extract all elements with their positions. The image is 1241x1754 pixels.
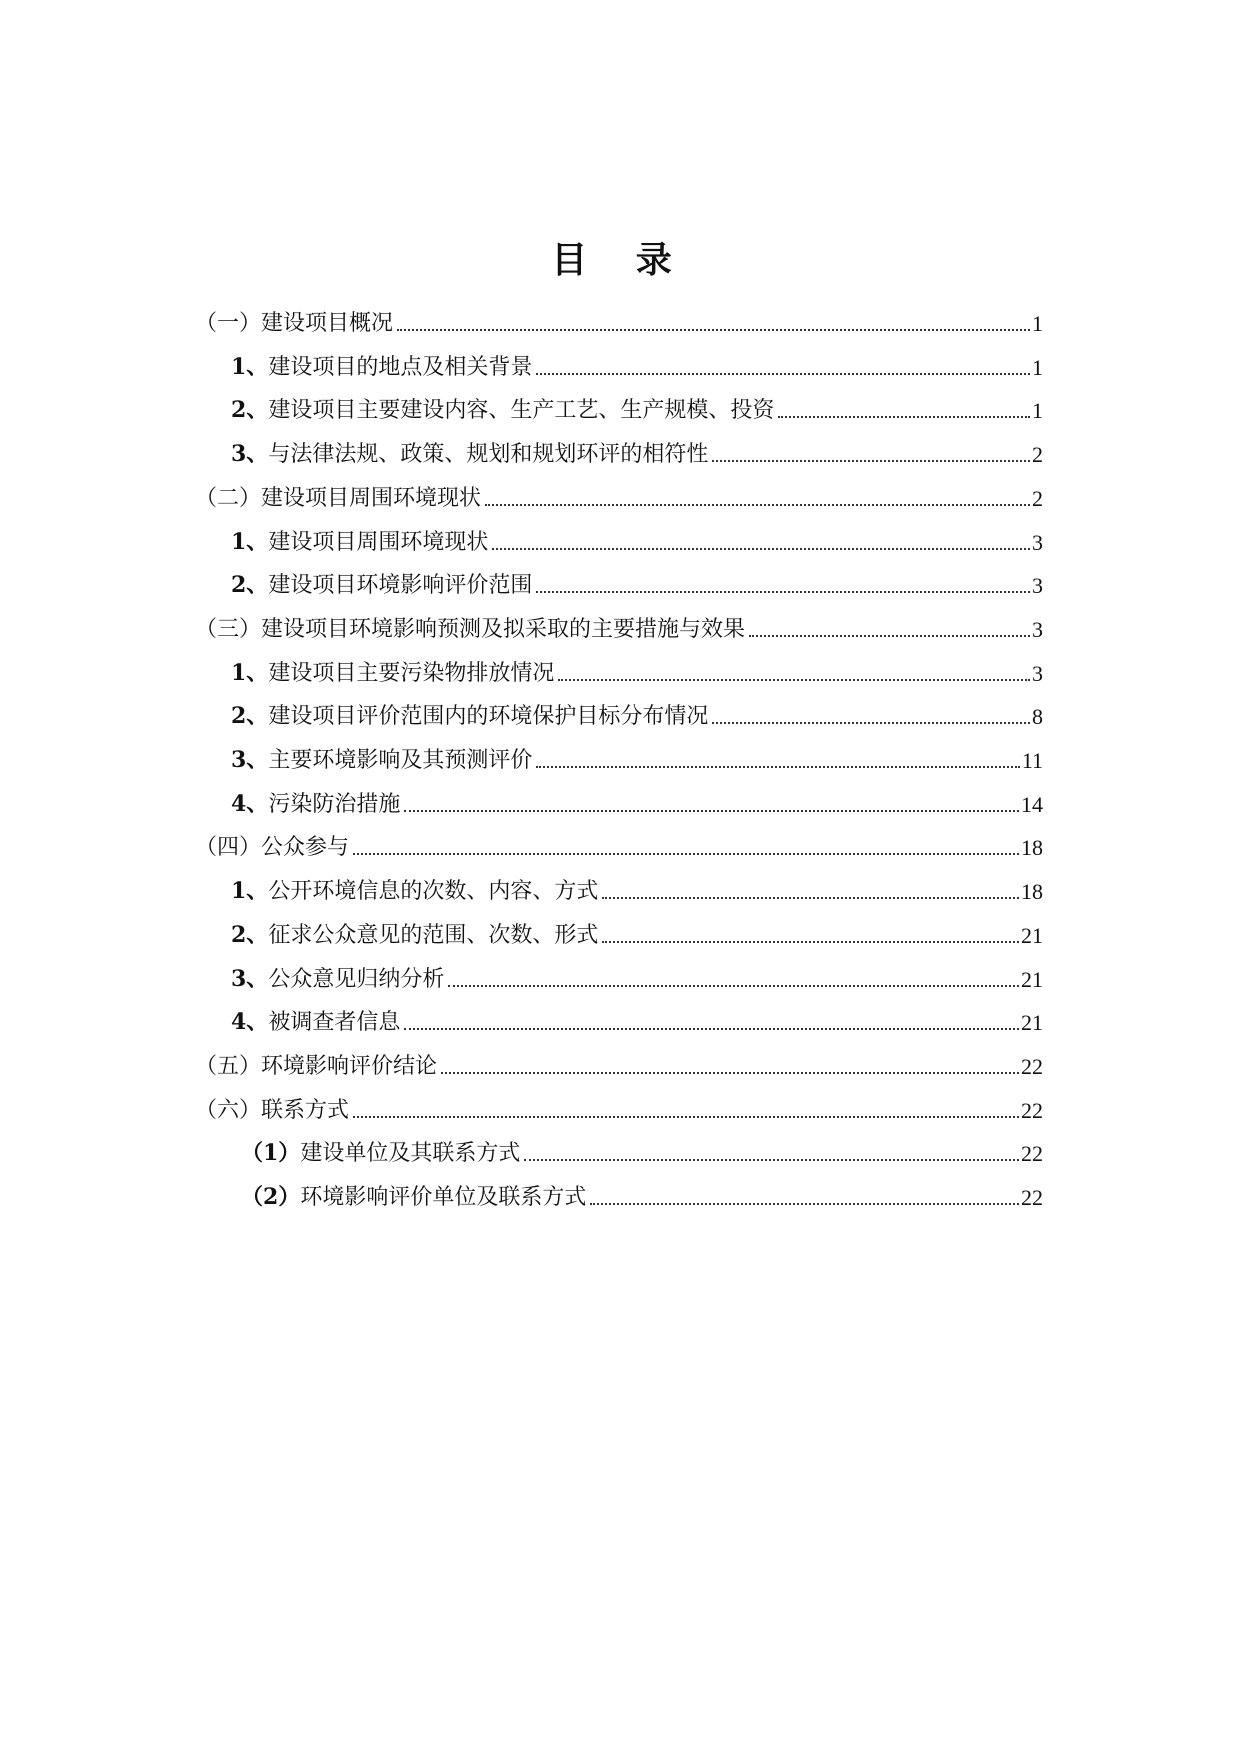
- toc-dot-leader: [485, 504, 1030, 506]
- toc-entry-text: 公众参与: [261, 835, 350, 860]
- toc-dot-leader: [778, 416, 1030, 418]
- toc-entry-number: 3、: [231, 966, 269, 992]
- toc-entry-text: 建设项目主要污染物排放情况: [268, 661, 555, 686]
- toc-page-number: 14: [1021, 792, 1043, 817]
- toc-page-number: 22: [1021, 1098, 1043, 1123]
- toc-page-number: 21: [1021, 1010, 1043, 1035]
- toc-entry-number: （五）: [195, 1054, 262, 1079]
- toc-entry-text: 公众意见归纳分析: [268, 967, 445, 992]
- toc-dot-leader: [749, 635, 1030, 637]
- toc-entry[interactable]: [231, 560, 1043, 600]
- toc-entry-label: [231, 528, 488, 557]
- toc-dot-leader: [590, 1203, 1019, 1205]
- toc-page-number: 22: [1021, 1054, 1043, 1079]
- toc-entry-label: [231, 353, 532, 382]
- toc-entry-label: [231, 877, 598, 906]
- toc-dot-leader: [536, 373, 1030, 375]
- toc-page-number: 11: [1021, 748, 1043, 773]
- toc-entry-label: [231, 1008, 400, 1037]
- toc-page-number: 2: [1032, 486, 1043, 511]
- toc-entry[interactable]: [195, 1041, 1043, 1081]
- toc-page-number: 3: [1032, 617, 1043, 642]
- toc-entry[interactable]: [195, 1085, 1043, 1125]
- toc-entry-text: 建设项目主要建设内容、生产工艺、生产规模、投资: [268, 398, 775, 423]
- toc-entry[interactable]: [231, 342, 1043, 382]
- toc-entry-number: 1、: [231, 354, 269, 380]
- toc-entry-label: [231, 921, 598, 950]
- toc-entry-number: （四）: [195, 835, 262, 860]
- toc-dot-leader: [448, 985, 1019, 987]
- toc-page-number: 1: [1032, 311, 1043, 336]
- toc-dot-leader: [602, 941, 1019, 943]
- toc-entry-label: [231, 396, 774, 425]
- toc-entry-number: 2、: [231, 922, 269, 948]
- toc-entry-number: （2）: [241, 1184, 301, 1210]
- toc-entry-label: [195, 310, 393, 338]
- toc-title: 目 录: [551, 239, 690, 281]
- toc-page-number: 1: [1032, 398, 1043, 423]
- toc-entry[interactable]: [231, 910, 1043, 950]
- toc-entry-text: 建设项目周围环境现状: [268, 530, 489, 555]
- toc-entry[interactable]: [231, 517, 1043, 557]
- toc-entry-number: （一）: [195, 311, 262, 336]
- toc-entry[interactable]: [231, 429, 1043, 469]
- toc-entry-label: [231, 965, 444, 994]
- toc-entry-text: 征求公众意见的范围、次数、形式: [268, 923, 599, 948]
- toc-page-number: 8: [1032, 704, 1043, 729]
- toc-entry-number: 1、: [231, 660, 269, 686]
- toc-entry-number: （1）: [241, 1140, 301, 1166]
- toc-dot-leader: [397, 329, 1030, 331]
- toc-dot-leader: [404, 810, 1019, 812]
- toc-entry-label: [231, 702, 708, 731]
- toc-page-number: 22: [1021, 1141, 1043, 1166]
- toc-entry-label: [195, 616, 745, 644]
- toc-dot-leader: [712, 460, 1030, 462]
- toc-dot-leader: [558, 679, 1030, 681]
- toc-entry-label: [195, 485, 481, 513]
- toc-page-number: 21: [1021, 967, 1043, 992]
- toc-entry[interactable]: [231, 648, 1043, 688]
- toc-dot-leader: [602, 897, 1019, 899]
- toc-page-number: 18: [1021, 835, 1043, 860]
- toc-dot-leader: [536, 766, 1019, 768]
- toc-entry-text: 公开环境信息的次数、内容、方式: [268, 879, 599, 904]
- toc-dot-leader: [441, 1072, 1019, 1074]
- toc-entry-text: 环境影响评价单位及联系方式: [300, 1185, 587, 1210]
- toc-entry[interactable]: [195, 822, 1043, 862]
- toc-dot-leader: [404, 1028, 1019, 1030]
- toc-entry-text: 联系方式: [261, 1098, 350, 1123]
- toc-page-number: 3: [1032, 530, 1043, 555]
- toc-entry[interactable]: [231, 779, 1043, 819]
- toc-dot-leader: [353, 853, 1019, 855]
- toc-entry-text: 主要环境影响及其预测评价: [268, 748, 533, 773]
- toc-entry-number: （三）: [195, 617, 262, 642]
- toc-page-number: 21: [1021, 923, 1043, 948]
- toc-entry-text: 建设项目的地点及相关背景: [268, 355, 533, 380]
- toc-entry-number: 3、: [231, 441, 269, 467]
- toc-entry-number: 1、: [231, 878, 269, 904]
- toc-entry-label: [241, 1139, 520, 1168]
- toc-entry[interactable]: [241, 1128, 1043, 1168]
- toc-entry[interactable]: [231, 997, 1043, 1037]
- toc-entry-text: 建设单位及其联系方式: [300, 1141, 521, 1166]
- toc-page-number: 1: [1032, 355, 1043, 380]
- toc-dot-leader: [536, 591, 1030, 593]
- toc-page-number: 2: [1032, 442, 1043, 467]
- toc-entry-number: （二）: [195, 486, 262, 511]
- toc-entry-number: 1、: [231, 529, 269, 555]
- toc-dot-leader: [492, 548, 1030, 550]
- toc-entry-number: 4、: [231, 1009, 269, 1035]
- toc-page-number: 3: [1032, 573, 1043, 598]
- toc-entry-label: [231, 746, 532, 775]
- toc-entry-number: 2、: [231, 572, 269, 598]
- toc-page-number: 3: [1032, 661, 1043, 686]
- toc-entry-text: 与法律法规、政策、规划和规划环评的相符性: [268, 442, 709, 467]
- toc-entry[interactable]: [231, 691, 1043, 731]
- toc-entry-text: 污染防治措施: [268, 792, 401, 817]
- toc-entry-number: 2、: [231, 397, 269, 423]
- toc-dot-leader: [712, 722, 1030, 724]
- toc-entry-label: [241, 1183, 586, 1212]
- toc-entry-label: [195, 1053, 437, 1081]
- toc-entry-label: [231, 571, 532, 600]
- toc-dot-leader: [353, 1116, 1019, 1118]
- toc-entry-text: 建设项目概况: [261, 311, 394, 336]
- toc-entry-text: 被调查者信息: [268, 1010, 401, 1035]
- toc-entry[interactable]: [241, 1172, 1043, 1212]
- toc-entry[interactable]: [231, 385, 1043, 425]
- toc-page-number: 22: [1021, 1185, 1043, 1210]
- toc-entry-text: 环境影响评价结论: [261, 1054, 438, 1079]
- toc-entry[interactable]: [231, 954, 1043, 994]
- toc-entry-text: 建设项目周围环境现状: [261, 486, 482, 511]
- toc-dot-leader: [524, 1159, 1019, 1161]
- toc-entry[interactable]: [231, 735, 1043, 775]
- toc-entry[interactable]: [231, 866, 1043, 906]
- toc-entry-label: [195, 834, 349, 862]
- toc-entry-text: 建设项目环境影响预测及拟采取的主要措施与效果: [261, 617, 746, 642]
- toc-entry-label: [231, 659, 554, 688]
- toc-entry-text: 建设项目评价范围内的环境保护目标分布情况: [268, 704, 709, 729]
- toc-entry-label: [195, 1097, 349, 1125]
- toc-entry[interactable]: [195, 604, 1043, 644]
- toc-entry-label: [231, 790, 400, 819]
- toc-entry[interactable]: [195, 298, 1043, 338]
- toc-entry-label: [231, 440, 708, 469]
- toc-entry[interactable]: [195, 473, 1043, 513]
- toc-entry-number: 2、: [231, 703, 269, 729]
- toc-page-number: 18: [1021, 879, 1043, 904]
- toc-entry-number: （六）: [195, 1098, 262, 1123]
- toc-entry-number: 4、: [231, 791, 269, 817]
- toc-entry-number: 3、: [231, 747, 269, 773]
- toc-entry-text: 建设项目环境影响评价范围: [268, 573, 533, 598]
